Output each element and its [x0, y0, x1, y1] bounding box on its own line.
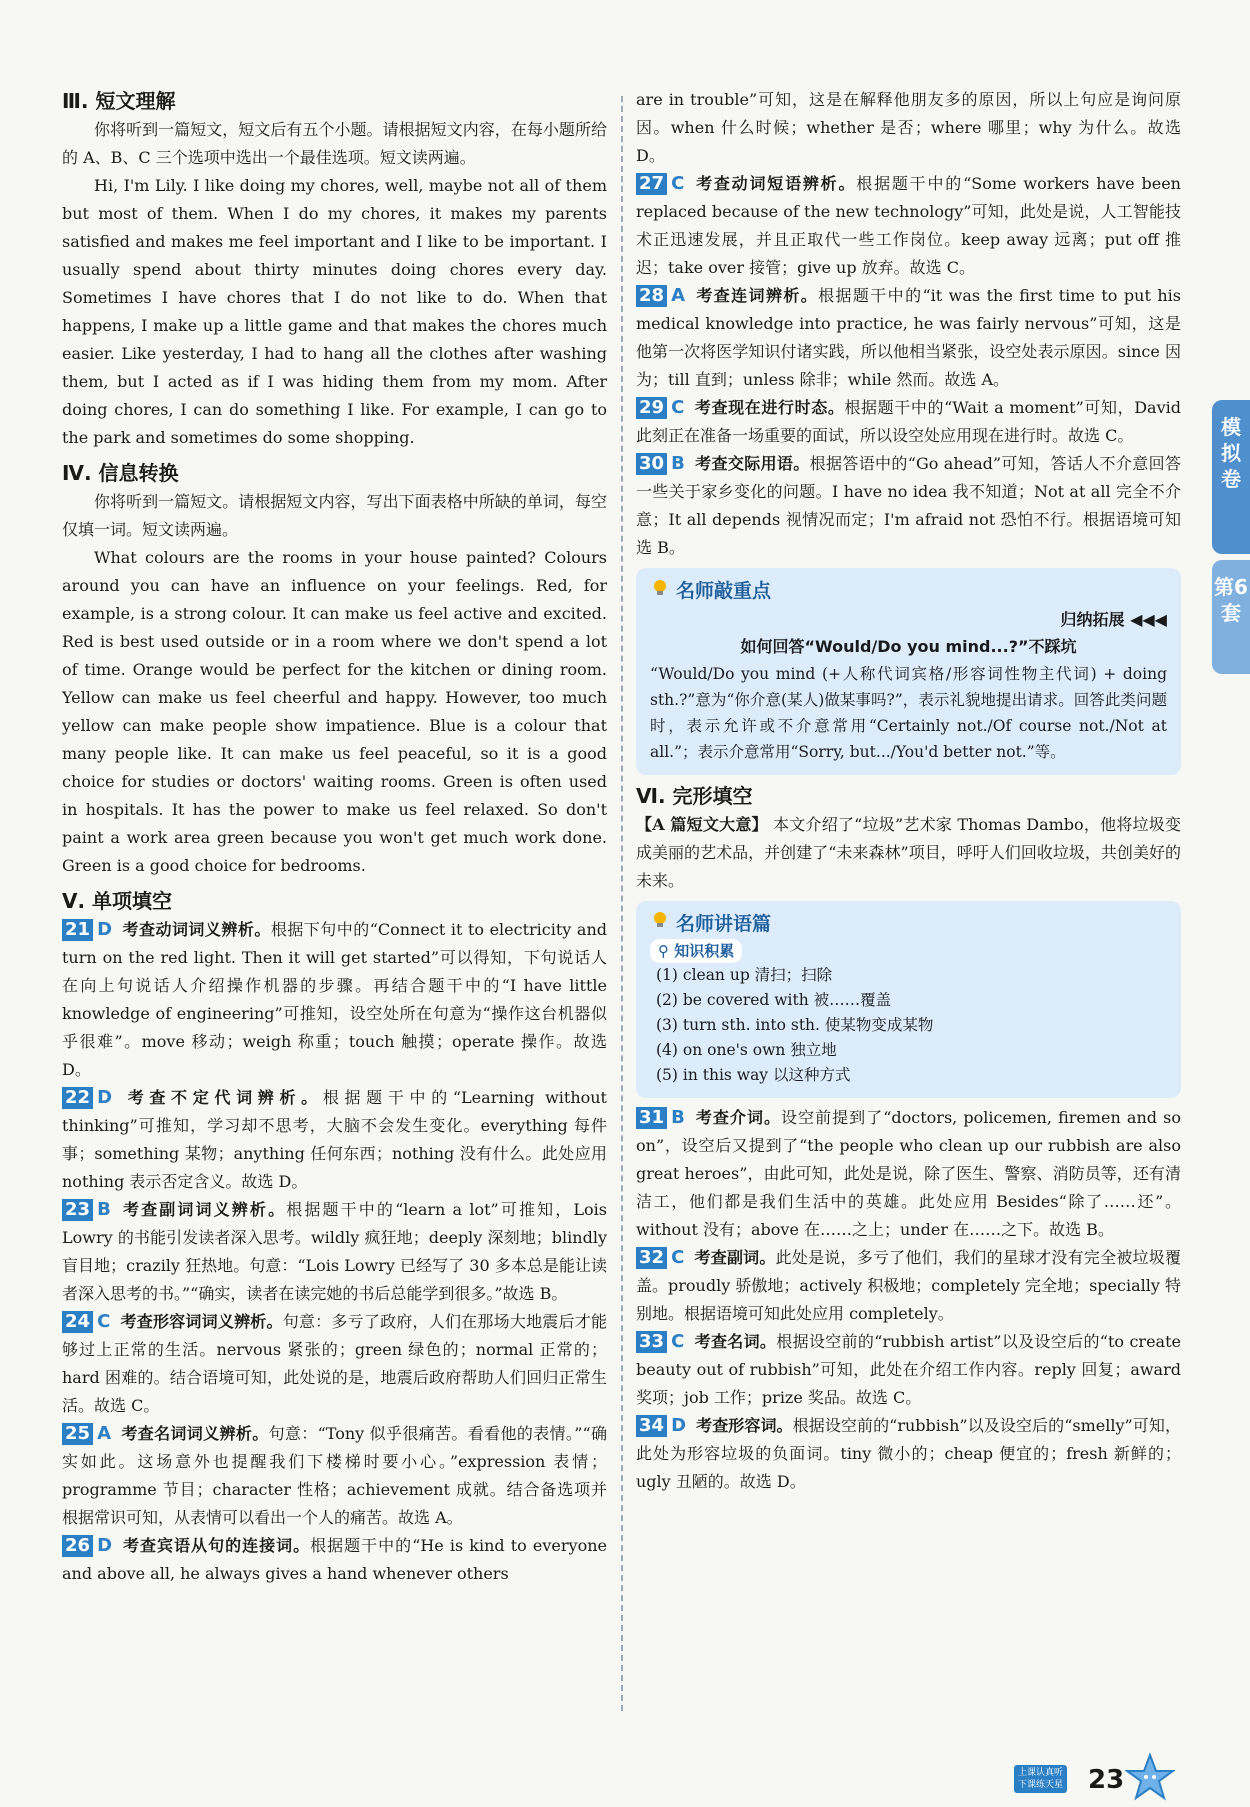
- question-type: 考查动词短语辨析。: [694, 174, 857, 193]
- answer-letter: A: [97, 1423, 111, 1444]
- answer-item: [636, 394, 1181, 450]
- lightbulb-icon: [650, 909, 670, 939]
- tip-box-text: “Would/Do you mind (+人称代词宾格/形容词性物主代词) + doing sth.?”意为“你介意(某人)做某事吗?”，表示礼貌地提出请求。回答此类问题时，表示允许或不介意常用“Certainly not./Of course not./Not at all.”；表示介意常用“Sorry, but.../You'd better not.”等。: [650, 664, 1167, 761]
- right-column: [636, 86, 1181, 1496]
- question-number: 34: [636, 1415, 667, 1437]
- section-title-single-choice: Ⅴ. 单项填空: [62, 889, 173, 913]
- knowledge-item: (1) clean up 清扫；扫除: [656, 966, 833, 984]
- question-number: 24: [62, 1311, 93, 1333]
- answer-item: [62, 1532, 607, 1588]
- question-number: 22: [62, 1087, 93, 1109]
- question-type: 考查动词词义辨析。: [122, 920, 271, 939]
- section-instruction: 你将听到一篇短文，短文后有五个小题。请根据短文内容，在每小题所给的 A、B、C 三个选项中选出一个最佳选项。短文读两遍。: [62, 120, 607, 167]
- side-tab-mock-exam: 模拟卷: [1212, 400, 1250, 554]
- question-type: 考查交际用语。: [694, 454, 810, 473]
- knowledge-item: (5) in this way 以这种方式: [656, 1066, 851, 1084]
- answer-item: [62, 1084, 607, 1196]
- question-type: 考查连词辨析。: [695, 286, 819, 305]
- answer-letter: D: [97, 1087, 113, 1108]
- answer-letter: D: [97, 919, 113, 940]
- answer-item: [62, 1196, 607, 1308]
- footer-slogan: 上课认真听 下课练天星: [1014, 1765, 1067, 1793]
- summary-text: 本文介绍了“垃圾”艺术家 Thomas Dambo，他将垃圾变成美丽的艺术品，并创建了“未来森林”项目，呼吁人们回收垃圾，共创美好的未来。: [636, 814, 1181, 890]
- answer-letter: C: [671, 1247, 685, 1268]
- explanation: 根据题干中的“He is kind to everyone and above all, he always gives a hand whenever others: [62, 1536, 607, 1583]
- section-title-cloze: Ⅵ. 完形填空: [636, 783, 753, 808]
- tip-box-title: 名师敲重点: [650, 576, 1167, 607]
- question-number: 30: [636, 453, 667, 475]
- explanation: 根据题干中的“Wait a moment”可知，David 此刻正在准备一场重要的面试，所以设空处应用现在进行时。故选 C。: [636, 398, 1181, 445]
- question-number: 28: [636, 285, 667, 307]
- column-divider: [621, 96, 623, 1711]
- question-type: 考查现在进行时态。: [694, 398, 845, 417]
- answer-letter: B: [671, 453, 685, 474]
- answer-item: [636, 1244, 1181, 1328]
- answer-letter: C: [671, 173, 685, 194]
- search-icon: ⚲: [658, 942, 675, 960]
- answer-item: [636, 1328, 1181, 1412]
- lecture-box: [636, 901, 1181, 1099]
- explanation: 根据题干中的“Learning without thinking”可推知，学习却不思考，大脑不会发生变化。everything 每件事；something 某物；anything 任何东西；nothing 没有什么。此处应用 nothing 表示否定含义。故选 D。: [62, 1088, 607, 1191]
- summary-label: 【A 篇短文大意】: [636, 814, 768, 834]
- passage-summary: [636, 811, 1181, 895]
- answer-item: [62, 1420, 607, 1532]
- explanation: 根据设空前的“rubbish”以及设空后的“smelly”可知，此处为形容垃圾的负面词。tiny 微小的；cheap 便宜的；fresh 新鲜的；ugly 丑陋的。故选 D。: [636, 1416, 1181, 1491]
- tip-box-subtitle: 如何回答“Would/Do you mind...?”不踩坑: [740, 636, 1077, 656]
- answer-letter: A: [671, 285, 685, 306]
- answer-letter: D: [671, 1415, 687, 1436]
- question-number: 33: [636, 1331, 667, 1353]
- answer-item: [62, 916, 607, 1084]
- question-type: 考查不定代词辨析。: [122, 1088, 323, 1107]
- explanation: 根据题干中的“learn a lot”可推知，Lois Lowry 的书能引发读者深入思考。wildly 疯狂地；deeply 深刻地；blindly 盲目地；crazily 狂热地。句意：“Lois Lowry 已经写了 30 多本总是能让读者深入思考的书。”“确实，读者在读完她的书后总能学到很多。”故选 B。: [62, 1200, 607, 1303]
- question-type: 考查名词。: [694, 1332, 777, 1351]
- question-number: 23: [62, 1199, 93, 1221]
- explanation: 根据题干中的“Some workers have been replaced because of the new technology”可知，此处是说，人工智能技术正迅速发展，并且正取代一些工作岗位。keep away 远离；put off 推迟；take over 接管；give up 放弃。故选 C。: [636, 174, 1181, 277]
- knowledge-item: (4) on one's own 独立地: [656, 1041, 837, 1059]
- answer-item: [636, 282, 1181, 394]
- answer-item: [636, 170, 1181, 282]
- answer-letter: B: [671, 1107, 685, 1128]
- explanation: 根据设空前的“rubbish artist”以及设空后的“to create beauty out of rubbish”可知，此处在介绍工作内容。reply 回复；award 奖项；job 工作；prize 奖品。故选 C。: [636, 1332, 1181, 1407]
- explanation-continued: are in trouble”可知，这是在解释他朋友多的原因，所以上句应是询问原因。when 什么时候；whether 是否；where 哪里；why 为什么。故选 D。: [636, 90, 1181, 165]
- section-title-info: Ⅳ. 信息转换: [62, 461, 179, 485]
- answer-letter: C: [671, 397, 685, 418]
- section-instruction: 你将听到一篇短文。请根据短文内容，写出下面表格中所缺的单词，每空仅填一词。短文读两遍。: [62, 492, 607, 539]
- explanation: 此处是说，多亏了他们，我们的星球才没有完全被垃圾覆盖。proudly 骄傲地；actively 积极地；completely 完全地；specially 特别地。根据语境可知此处应用 completely。: [636, 1248, 1181, 1323]
- question-type: 考查形容词。: [696, 1416, 793, 1435]
- answer-item: [636, 1412, 1181, 1496]
- knowledge-title: ⚲ 知识积累: [650, 939, 742, 963]
- knowledge-item: (3) turn sth. into sth. 使某物变成某物: [656, 1016, 934, 1034]
- side-tab-set: 第6套: [1212, 560, 1250, 674]
- explanation: 句意：多亏了政府，人们在那场大地震后才能够过上正常的生活。nervous 紧张的；green 绿色的；normal 正常的；hard 困难的。结合语境可知，此处说的是，地震后政府帮助人们回归正常生活。故选 C。: [62, 1312, 607, 1415]
- question-number: 25: [62, 1423, 93, 1445]
- lecture-box-title: 名师讲语篇: [650, 909, 1167, 940]
- answer-letter: C: [97, 1311, 111, 1332]
- tip-box: [636, 568, 1181, 775]
- question-number: 27: [636, 173, 667, 195]
- explanation: 根据题干中的“it was the first time to put his medical knowledge into practice, he was fairly nervous”可知，这是他第一次将医学知识付诸实践，所以他相当紧张，设空处表示原因。since 因为；till 直到；unless 除非；while 然而。故选 A。: [636, 286, 1181, 389]
- page-number: 23: [1088, 1765, 1125, 1795]
- answer-letter: D: [97, 1535, 113, 1556]
- explanation: 根据下句中的“Connect it to electricity and turn on the red light. Then it will get started”可以得知，下句说话人在向上句说话人介绍操作机器的步骤。再结合题干中的“I have little knowledge of engineering”可推知，设空处所在句意为“操作这台机器似乎很难”。move 移动；weigh 称重；touch 触摸；operate 操作。故选 D。: [62, 920, 607, 1079]
- question-number: 26: [62, 1535, 93, 1557]
- question-number: 31: [636, 1107, 667, 1129]
- answer-item: [636, 450, 1181, 562]
- listening-passage: Hi, I'm Lily. I like doing my chores, well, maybe not all of them but most of them. When I do my chores, it makes my parents satisfied and makes me feel important and I like to be important. I usually spend about thirty minutes doing chores every day. Sometimes I have chores that I do not like to do. When that happens, I make up a little game and that makes the chores much easier. Like yesterday, I had to hang all the clothes after washing them, but I acted as if I was hiding them from my mom. After doing chores, I can do something I like. For example, I can go to the park and sometimes do some shopping.: [62, 176, 607, 447]
- question-type: 考查名词词义辨析。: [121, 1424, 269, 1443]
- tip-box-tag: 归纳拓展 ◀◀◀: [1060, 609, 1167, 629]
- answer-letter: C: [671, 1331, 685, 1352]
- star-mascot-icon: [1125, 1752, 1175, 1806]
- question-type: 考查副词词义辨析。: [120, 1200, 287, 1219]
- left-column: [62, 86, 607, 1588]
- lightbulb-icon: [650, 577, 670, 607]
- question-type: 考查介词。: [694, 1108, 782, 1127]
- section-title-reading: Ⅲ. 短文理解: [62, 89, 176, 113]
- question-number: 21: [62, 919, 93, 941]
- question-type: 考查副词。: [694, 1248, 776, 1267]
- answer-item: [636, 1104, 1181, 1244]
- answer-item: [62, 1308, 607, 1420]
- listening-passage: What colours are the rooms in your house painted? Colours around you can have an influence on your feelings. Red, for example, is a strong colour. It can make us feel active and excited. Red is best used outside or in a room where we don't spend a lot of time. Orange would be perfect for the kitchen or dining room. Yellow can make us feel cheerful and happy. However, too much yellow can make people show impatience. Blue is a colour that many people like. It can make us feel peaceful, so it is a good choice for studies or doctors' waiting rooms. Green is often used in hospitals. It has the power to make us feel relaxed. So don't paint a work area green because you won't get much work done. Green is a good choice for bedrooms.: [62, 548, 607, 875]
- question-type: 考查形容词词义辨析。: [120, 1312, 283, 1331]
- explanation: 句意：“Tony 似乎很痛苦。看看他的表情。”“确实如此。这场意外也提醒我们下楼梯时要小心。”expression 表情；programme 节目；character 性格；achievement 成就。结合备选项并根据常识可知，从表情可以看出一个人的痛苦。故选 A。: [62, 1424, 607, 1527]
- knowledge-item: (2) be covered with 被……覆盖: [656, 991, 892, 1009]
- question-number: 29: [636, 397, 667, 419]
- question-number: 32: [636, 1247, 667, 1269]
- question-type: 考查宾语从句的连接词。: [122, 1536, 311, 1555]
- answer-letter: B: [97, 1199, 111, 1220]
- explanation: 设空前提到了“doctors, policemen, firemen and so on”，设空后又提到了“the people who clean up our rubbish are also great heroes”，由此可知，此处是说，除了医生、警察、消防员等，还有清洁工，他们都是我们生活中的英雄。此处应用 Besides“除了……还”。without 没有；above 在……之上；under 在……之下。故选 B。: [636, 1108, 1181, 1239]
- explanation: 根据答语中的“Go ahead”可知，答话人不介意回答一些关于家乡变化的问题。I have no idea 我不知道；Not at all 完全不介意；It all depends 视情况而定；I'm afraid not 恐怕不行。根据语境可知选 B。: [636, 454, 1181, 557]
